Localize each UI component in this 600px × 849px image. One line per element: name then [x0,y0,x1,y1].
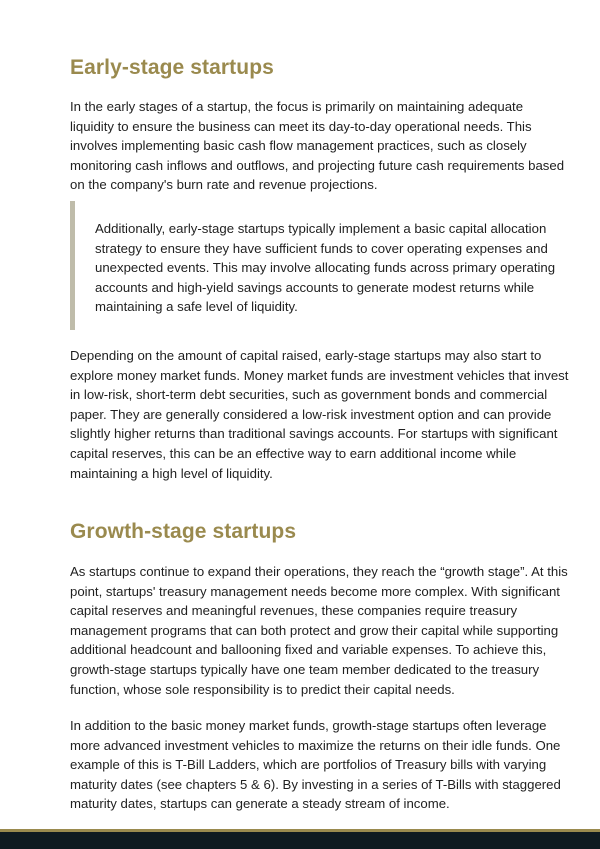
footer-accent-line [0,829,600,832]
paragraph-growth-intro: As startups continue to expand their operations, they reach the “growth stage”. At this point, startups' treasury management needs become more complex. With significant capital reserves and meaningful revenues, these companies require treasury management programs that can both protect and grow their capital while supporting additional headcount and ballooning fixed and variable expenses. To achieve this, growth-stage startups typically have one team member dedicated to the treasury function, whose sole responsibility is to predict their capital needs. [70,564,568,697]
blockquote-text: Additionally, early-stage startups typically implement a basic capital allocation strategy to ensure they have sufficient funds to cover operating expenses and unexpected events. This may involve allocating funds across primary operating accounts and high-yield savings accounts to generate modest returns while maintaining a safe level of liquidity. [95,221,556,315]
section-heading-growth-stage: Growth-stage startups [70,520,297,543]
blockquote-bar [70,201,75,330]
paragraph-tbill-ladders: In addition to the basic money market funds, growth-stage startups often leverage more advanced investment vehicles to maximize the returns on their idle funds. One example of this is T-Bill Ladders, which are portfolios of Treasury bills with varying maturity dates (see chapters 5 & 6). By investing in a series of T-Bills with staggered maturity dates, startups can generate a steady stream of income. [70,718,561,812]
blockquote [70,201,570,330]
footer-band [0,829,600,849]
paragraph-early-intro: In the early stages of a startup, the focus is primarily on maintaining adequate liquidity to ensure the business can meet its day-to-day operational needs. This involves implementing basic cash flow management practices, such as closely monitoring cash inflows and outflows, and projecting future cash requirements based on the company's burn rate and revenue projections. [70,99,565,193]
paragraph-money-market: Depending on the amount of capital raised, early-stage startups may also start to explore money market funds. Money market funds are investment vehicles that invest in low-risk, short-term debt securities, such as government bonds and commercial paper. They are generally considered a low-risk investment option and can provide slightly higher returns than traditional savings accounts. For startups with significant capital reserves, this can be an effective way to earn additional income while maintaining a high level of liquidity. [70,348,569,481]
section-heading-early-stage: Early-stage startups [70,56,274,79]
